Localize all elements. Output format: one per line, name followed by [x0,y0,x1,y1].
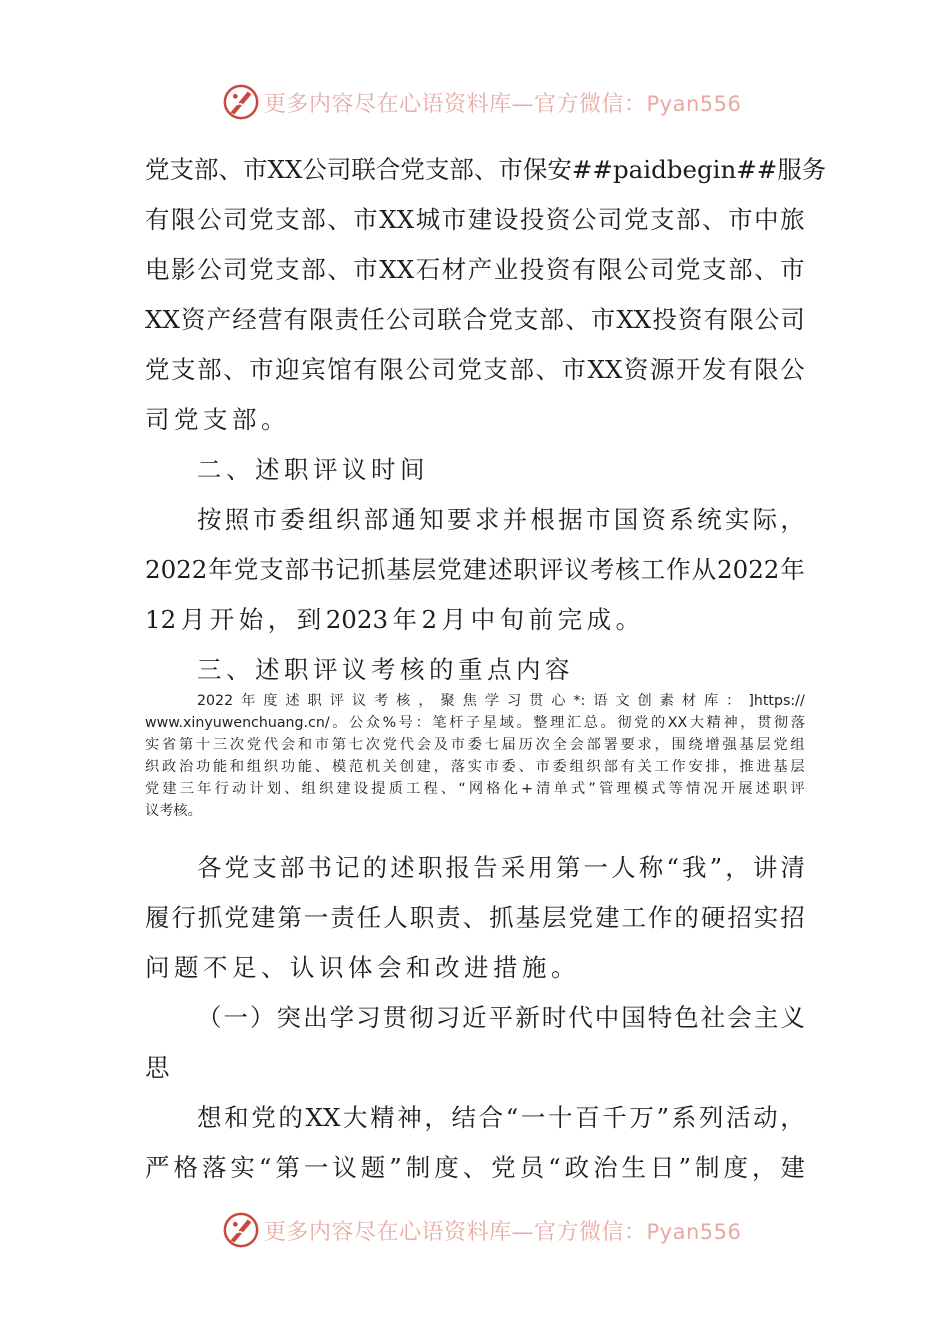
paragraph-line: 12 月 开 始 ， 到 2023 年 2 月 中 旬 前 完 成 。 [145,605,641,634]
inserted-note-line: 议考核。 [145,803,202,819]
watermark-text: 更多内容尽在心语资料库—官方微信：Pyan556 [264,1219,742,1245]
paragraph-line: 履 行 抓 党 建 第 一 责 任 人 职 责 、 抓 基 层 党 建 工 作 的 硬 招 实 招 [145,903,805,932]
paragraph-line: 思 [145,1053,170,1082]
paragraph-line: 三 、 述 职 评 议 考 核 的 重 点 内 容 [197,655,570,684]
paragraph-line: 二 、 述 职 评 议 时 间 [197,455,425,484]
paragraph-line: 严 格 落 实 “ 第 一 议 题 ” 制 度 、 党 员 “ 政 治 生 日 ” 制 度 ， 建 [145,1153,805,1182]
paragraph-line: 问 题 不 足 、 认 识 体 会 和 改 进 措 施 。 [145,953,576,982]
inserted-note-line: www.xinyuwenchuang.cn/ 。 公 众 % 号 ： 笔 杆 子 星 域 。 整 理 汇 总 。 彻 党 的 XX 大 精 神 ， 贯 彻 落 [145,715,805,731]
inserted-note-line: 织 政 治 功 能 和 组 织 功 能 、 模 范 机 关 创 建 ， 落 实 市 委 、 市 委 组 织 部 有 关 工 作 安 排 ， 推 进 基 层 [145,759,805,775]
quill-logo-icon [222,1211,260,1249]
paragraph-line: （ 一 ） 突 出 学 习 贯 彻 习 近 平 新 时 代 中 国 特 色 社 会 主 义 [197,1003,805,1032]
watermark-header [222,82,742,122]
paragraph-line: 电 影 公 司 党 支 部 、 市 XX 石 材 产 业 投 资 有 限 公 司 党 支 部 、 市 [145,255,805,284]
paragraph-line: 各 党 支 部 书 记 的 述 职 报 告 采 用 第 一 人 称 “ 我 ” ， 讲 清 [197,853,805,882]
paragraph-line: 2022 年 党 支 部 书 记 抓 基 层 党 建 述 职 评 议 考 核 工 作 从 2022 年 [145,555,805,584]
watermark-footer [222,1210,742,1250]
paragraph-line: 司 党 支 部 。 [145,405,286,434]
paragraph-line: 想 和 党 的 XX 大 精 神 ， 结 合 “ 一 十 百 千 万 ” 系 列 活 动 ， [197,1103,805,1132]
watermark-text: 更多内容尽在心语资料库—官方微信：Pyan556 [264,91,742,117]
paragraph-line: 党 支 部 、 市 迎 宾 馆 有 限 公 司 党 支 部 、 市 XX 资 源 开 发 有 限 公 [145,355,805,384]
inserted-note-line: 党 建 三 年 行 动 计 划 、 组 织 建 设 提 质 工 程 、 “ 网 格 化 + 清 单 式 ” 管 理 模 式 等 情 况 开 展 述 职 评 [145,781,805,797]
paragraph-line: 按 照 市 委 组 织 部 通 知 要 求 并 根 据 市 国 资 系 统 实 际 ， [197,505,805,534]
paragraph-line: 有 限 公 司 党 支 部 、 市 XX 城 市 建 设 投 资 公 司 党 支 部 、 市 中 旅 [145,205,805,234]
inserted-note-line: 2022 年 度 述 职 评 议 考 核 ， 聚 焦 学 习 贯 心 *: 语 文 创 素 材 库 ： ]https:// [197,693,805,709]
paragraph-line: XX 资 产 经 营 有 限 责 任 公 司 联 合 党 支 部 、 市 XX 投 资 有 限 公 司 [145,305,805,334]
inserted-note-line: 实 省 第 十 三 次 党 代 会 和 市 第 七 次 党 代 会 及 市 委 七 届 历 次 全 会 部 署 要 求 ， 围 绕 增 强 基 层 党 组 [145,737,805,753]
paragraph-line: 党 支 部 、 市 XX 公 司 联 合 党 支 部 、 市 保 安 ##paidbegin## 服 务 [145,155,827,184]
quill-logo-icon [222,83,260,121]
